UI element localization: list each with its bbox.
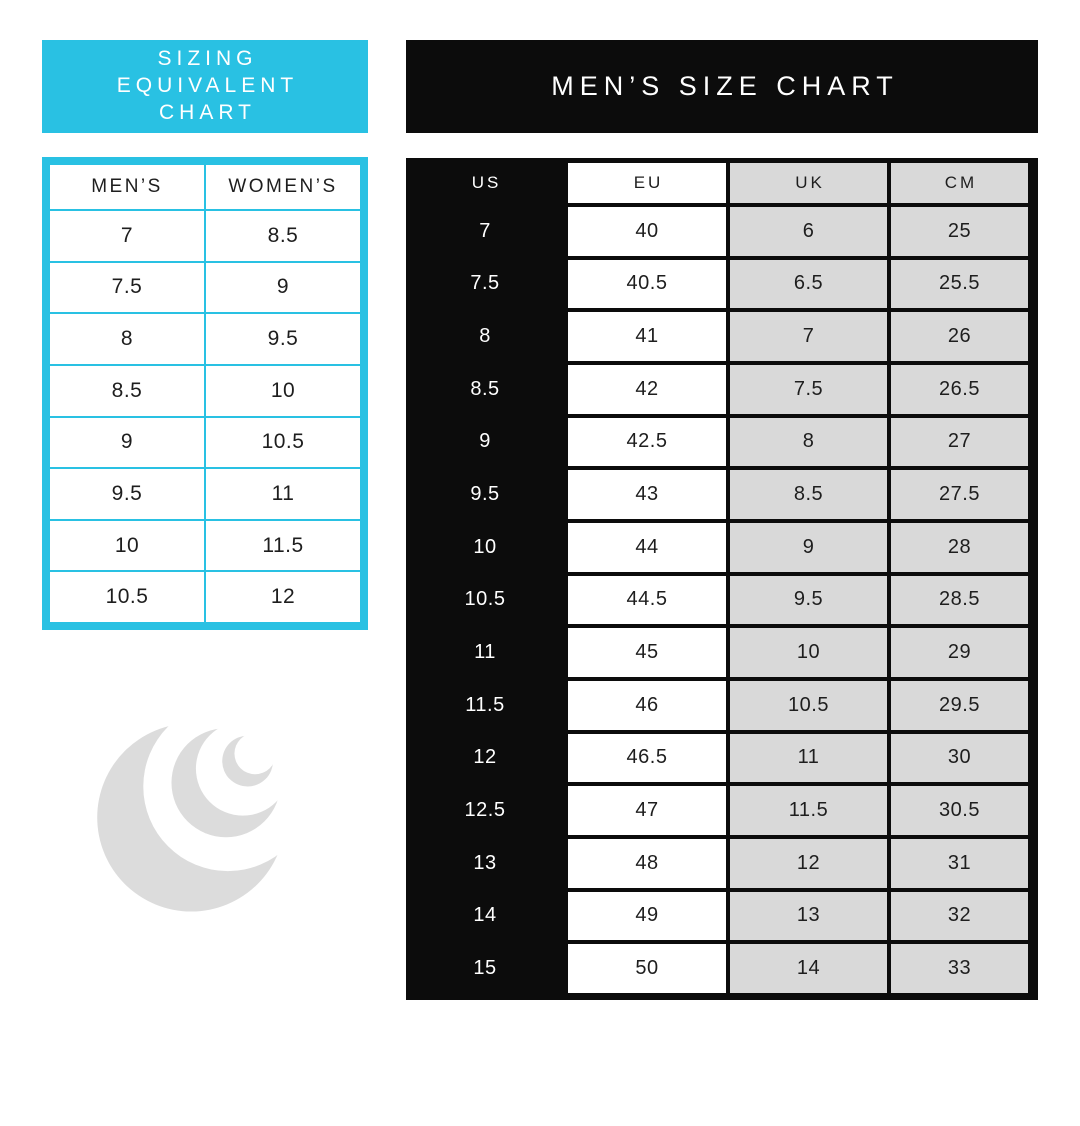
size-col-header: CM [891, 163, 1028, 203]
mens-size-table [406, 158, 1038, 1000]
conversion-cell: 7 [50, 211, 204, 261]
size-cell: 9 [406, 418, 564, 467]
size-cell: 41 [568, 312, 726, 361]
size-cell: 11 [406, 628, 564, 677]
size-cell: 10 [406, 523, 564, 572]
size-cell: 30.5 [891, 786, 1028, 835]
conversion-cell: 12 [206, 572, 360, 622]
size-cell: 11.5 [730, 786, 887, 835]
sizing-equivalent-header [42, 40, 368, 133]
size-cell: 42 [568, 365, 726, 414]
size-cell: 6 [730, 207, 887, 256]
size-cell: 14 [406, 892, 564, 941]
size-cell: 8 [730, 418, 887, 467]
size-cell: 44.5 [568, 576, 726, 625]
size-cell: 40 [568, 207, 726, 256]
mens-size-chart-title: MEN’S SIZE CHART [551, 71, 899, 101]
sizing-equivalent-header-line3: CHART [159, 100, 256, 124]
conversion-cell: 10.5 [206, 418, 360, 468]
size-cell: 48 [568, 839, 726, 888]
conversion-cell: 8 [50, 314, 204, 364]
size-col-header: US [406, 163, 564, 203]
size-cell: 32 [891, 892, 1028, 941]
size-cell: 29.5 [891, 681, 1028, 730]
size-cell: 28 [891, 523, 1028, 572]
size-cell: 40.5 [568, 260, 726, 309]
conversion-col-header: WOMEN’S [206, 165, 360, 209]
size-cell: 8 [406, 312, 564, 361]
size-cell: 25 [891, 207, 1028, 256]
size-cell: 10.5 [730, 681, 887, 730]
size-cell: 47 [568, 786, 726, 835]
size-cell: 25.5 [891, 260, 1028, 309]
size-cell: 12 [406, 734, 564, 783]
size-cell: 14 [730, 944, 887, 993]
size-cell: 29 [891, 628, 1028, 677]
size-cell: 13 [406, 839, 564, 888]
size-cell: 46 [568, 681, 726, 730]
size-cell: 9 [730, 523, 887, 572]
size-cell: 10.5 [406, 576, 564, 625]
conversion-cell: 7.5 [50, 263, 204, 313]
size-cell: 7 [406, 207, 564, 256]
conversion-cell: 9.5 [50, 469, 204, 519]
size-cell: 44 [568, 523, 726, 572]
conversion-cell: 8.5 [50, 366, 204, 416]
size-cell: 11 [730, 734, 887, 783]
sizing-equivalent-header-line1: SIZING [157, 47, 258, 71]
size-cell: 49 [568, 892, 726, 941]
size-cell: 33 [891, 944, 1028, 993]
size-cell: 43 [568, 470, 726, 519]
size-col-header: UK [730, 163, 887, 203]
size-cell: 7.5 [406, 260, 564, 309]
size-cell: 30 [891, 734, 1028, 783]
size-cell: 12.5 [406, 786, 564, 835]
size-cell: 7 [730, 312, 887, 361]
size-cell: 8.5 [730, 470, 887, 519]
conversion-cell: 11 [206, 469, 360, 519]
size-cell: 42.5 [568, 418, 726, 467]
size-cell: 6.5 [730, 260, 887, 309]
size-cell: 12 [730, 839, 887, 888]
size-cell: 9.5 [406, 470, 564, 519]
size-cell: 27.5 [891, 470, 1028, 519]
conversion-cell: 10 [206, 366, 360, 416]
conversion-cell: 9 [50, 418, 204, 468]
sizing-equivalent-header-line2: EQUIVALENT [116, 74, 299, 98]
size-cell: 15 [406, 944, 564, 993]
size-cell: 28.5 [891, 576, 1028, 625]
size-cell: 10 [730, 628, 887, 677]
conversion-cell: 10 [50, 521, 204, 571]
conversion-cell: 9 [206, 263, 360, 313]
size-cell: 50 [568, 944, 726, 993]
conversion-cell: 8.5 [206, 211, 360, 261]
size-cell: 13 [730, 892, 887, 941]
conversion-cell: 10.5 [50, 572, 204, 622]
size-cell: 26.5 [891, 365, 1028, 414]
size-cell: 8.5 [406, 365, 564, 414]
conversion-cell: 9.5 [206, 314, 360, 364]
size-cell: 7.5 [730, 365, 887, 414]
size-col-header: EU [568, 163, 726, 203]
size-cell: 11.5 [406, 681, 564, 730]
mens-size-chart-header [406, 40, 1038, 133]
conversion-cell: 11.5 [206, 521, 360, 571]
conversion-col-header: MEN’S [50, 165, 204, 209]
size-cell: 27 [891, 418, 1028, 467]
crescent-moon-logo-icon [85, 700, 320, 935]
conversion-table [42, 157, 368, 630]
size-cell: 9.5 [730, 576, 887, 625]
size-cell: 31 [891, 839, 1028, 888]
mens-size-table-grid [406, 163, 1028, 993]
size-cell: 45 [568, 628, 726, 677]
size-cell: 26 [891, 312, 1028, 361]
size-cell: 46.5 [568, 734, 726, 783]
